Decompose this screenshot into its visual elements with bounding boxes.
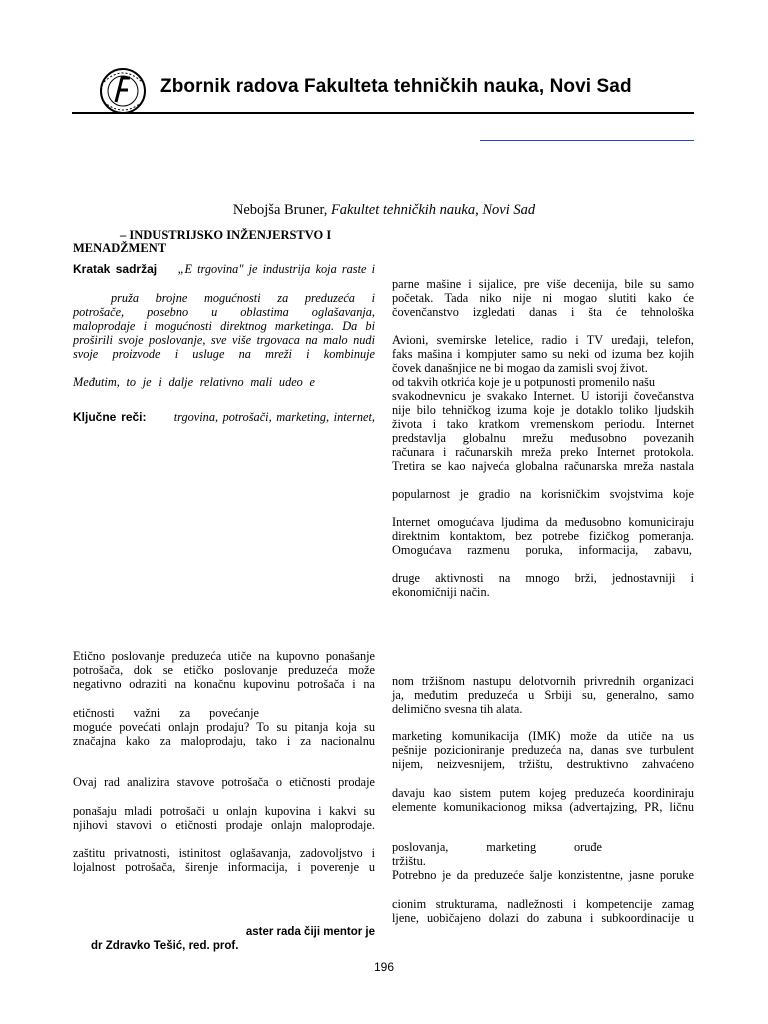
body-paragraph-1: [73, 649, 375, 691]
body-line: čovenčanstvo izgledati danas i šta će tehnološka: [392, 305, 694, 319]
body-line: etičnosti važni za povećanje: [73, 706, 259, 720]
right-paragraph-5: [392, 571, 694, 599]
body-line: početak. Tada niko nije ni mogao slutiti kako će: [392, 291, 694, 305]
right-paragraph-10: [392, 897, 694, 925]
body-line: Potrebno je da preduzeće šalje konzistentne, jasne poruke: [392, 868, 694, 882]
footnote-line-1: aster rada čiji mentor je: [245, 926, 375, 938]
abstract-line-7: Međutim, to je i dalje relativno mali udeo e: [73, 375, 315, 389]
body-line: predstavlja globalnu mrežu međusobno povezanih: [392, 431, 694, 445]
body-line: moguće povećati onlajn prodaju? To su pitanja koja su: [73, 720, 375, 734]
right-paragraph-1: [392, 277, 694, 319]
body-line: delimično svesna tih alata.: [392, 702, 523, 716]
page-number: 196: [373, 960, 395, 974]
department-line-2: MENADŽMENT: [73, 241, 167, 255]
right-paragraph-6: [392, 674, 694, 716]
link-underline: [480, 140, 694, 141]
body-line: negativno odraziti na konačnu kupovinu potrošača i na: [73, 677, 375, 691]
abstract-body: pruža brojne mogućnosti za preduzeća i potrošače, posebno u oblastima oglašavanja, maloprodaje i mogućnosti direktnog marketinga. Da bi proširili svoje poslovanje, sve više trgovaca na malo nudi svoje proizvode i usluge na mreži i kombinuje: [73, 291, 375, 361]
body-line: ekonomičniji način.: [392, 585, 490, 599]
body-line: direktnim kontaktom, bez potrebe fizičkog pomeranja.: [392, 529, 694, 543]
body-line: Avioni, svemirske letelice, radio i TV uređaji, telefon,: [392, 333, 694, 347]
body-line: svakodnevnicu je svakako Internet. U istoriji čovečanstva: [392, 389, 694, 403]
body-line: Etično poslovanje preduzeća utiče na kupovno ponašanje: [73, 649, 375, 663]
body-line: zaštitu privatnosti, istinitost oglašavanja, zadovoljstvo i: [73, 846, 375, 860]
keywords-text: trgovina, potrošači, marketing, internet,: [173, 410, 375, 424]
body-line: od takvih otkrića koje je u potpunosti promenilo našu: [392, 375, 655, 389]
body-line: cionim strukturama, nadležnosti i kompetencije zamag: [392, 897, 694, 911]
body-line: potrošača, dok se etičko poslovanje preduzeća može: [73, 663, 375, 677]
body-line: ljene, uobičajeno dolazi do zabuna i subkoordinacije u: [392, 911, 694, 925]
body-line: ponašaju mladi potrošači u onlajn kupovina i kakvi su: [73, 804, 375, 818]
author-affiliation: Fakultet tehničkih nauka, Novi Sad: [330, 202, 536, 218]
body-line: Omogućava razmenu poruka, informacija, zabavu,: [392, 543, 692, 557]
body-line: nijem, neizvesnijem, tržištu, destruktivno zahvaćeno: [392, 757, 694, 771]
author-name: Nebojša Bruner,: [232, 202, 331, 218]
body-line: nom tržišnom nastupu delotvornih privrednih organizaci: [392, 674, 694, 688]
body-line: marketing komunikacija (IMK) može da utiče na us: [392, 729, 694, 743]
footnote-line-2: dr Zdravko Tešić, red. prof.: [91, 940, 239, 952]
body-line: života i tako kratkom vremenskom periodu. Internet: [392, 417, 694, 431]
abstract-line-1: Kratak sadržaj „E trgovina" je industrija koja raste i: [73, 262, 376, 276]
abstract-label: Kratak sadržaj: [73, 262, 158, 276]
right-paragraph-8: [392, 786, 694, 814]
body-line: Internet omogućava ljudima da međusobno komuniciraju: [392, 515, 694, 529]
body-line: Tretira se kao najveća globalna računarska mreža nastala: [392, 459, 694, 473]
body-line: čovek današnjice ne bi mogao da zamisli svoj život.: [392, 361, 648, 375]
author-line: [0, 202, 768, 219]
right-paragraph-2: [392, 333, 694, 473]
body-paragraph-2: [73, 706, 375, 748]
body-line: parne mašine i sijalice, pre više decenija, bile su samo: [392, 277, 694, 291]
body-line: popularnost je gradio na korisničkim svojstvima koje: [392, 487, 694, 501]
right-paragraph-4: [392, 515, 694, 557]
body-line: ja, međutim preduzeća u Srbiji su, generalno, samo: [392, 688, 694, 702]
header-divider: [72, 112, 694, 114]
journal-title: Zbornik radova Fakulteta tehničkih nauka, Novi Sad: [160, 76, 632, 97]
body-line: poslovanja, marketing oruđe: [392, 840, 602, 854]
faculty-seal-logo: [92, 64, 154, 116]
right-paragraph-3: [392, 487, 694, 501]
body-line: pešnije pozicioniranje preduzeća na, danas sve turbulent: [392, 743, 694, 757]
body-line: njihovi stavovi o etičnosti prodaje onlajn maloprodaje.: [73, 818, 375, 832]
body-paragraph-3: [73, 775, 375, 789]
body-line: lojalnost potrošača, širenje informacija, i poverenje u: [73, 860, 375, 874]
body-line: tržištu.: [392, 854, 426, 868]
body-line: faks mašina i kompjuter samo su neki od izuma bez kojih: [392, 347, 694, 361]
body-line: davaju kao sistem putem kojeg preduzeća koordiniraju: [392, 786, 694, 800]
keywords-label: Ključne reči:: [73, 410, 147, 424]
body-paragraph-5: [73, 846, 375, 874]
department-line-1: – INDUSTRIJSKO INŽENJERSTVO I: [120, 228, 332, 242]
body-line: elemente komunikacionog miksa (advertajzing, PR, ličnu: [392, 800, 694, 814]
keywords: [73, 410, 375, 424]
body-line: nije bilo tehničkog izuma koje je dotaklo toliko ljudskih: [392, 403, 694, 417]
body-line: računara i računarskih mreža preko Internet protokola.: [392, 445, 694, 459]
right-paragraph-9: [392, 840, 694, 882]
right-paragraph-7: [392, 729, 694, 771]
body-line: druge aktivnosti na mnogo brži, jednostavniji i: [392, 571, 694, 585]
body-line: značajna kako za maloprodaju, tako i za nacionalnu: [73, 734, 375, 748]
body-line: Ovaj rad analizira stavove potrošača o etičnosti prodaje: [73, 775, 375, 789]
body-paragraph-4: [73, 804, 375, 832]
